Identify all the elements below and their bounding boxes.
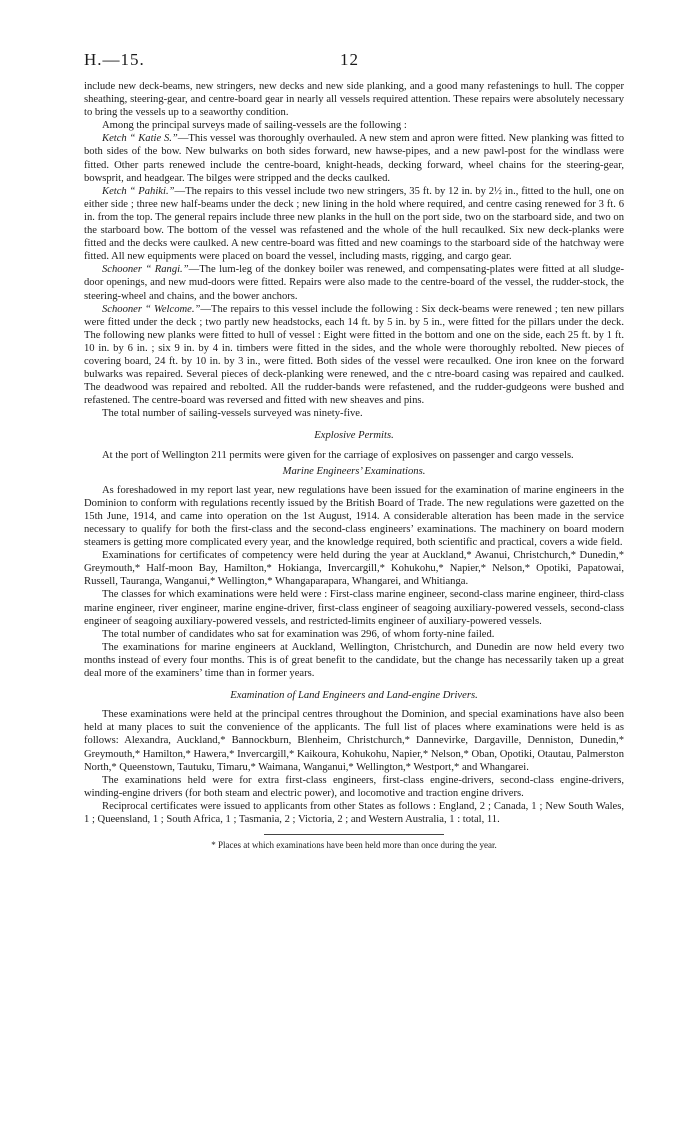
vessel-name: Schooner “ Rangi.” bbox=[102, 264, 189, 276]
paragraph: Reciprocal certificates were issued to applicants from other States as follows : England, 2 ; Canada, 1 ; New South Wales, 1 ; Queensland, 1 ; South Africa, 1 ; Tasmania, 2 ; Victoria, 2 ; and Western Australia, 1 : total, 11. bbox=[84, 800, 624, 825]
vessel-paragraph bbox=[84, 263, 624, 302]
page-number: 12 bbox=[340, 50, 359, 69]
vessel-name: Schooner “ Welcome.” bbox=[102, 303, 201, 315]
footnote-divider bbox=[264, 834, 444, 835]
vessel-name: Ketch “ Katie S.” bbox=[102, 133, 178, 145]
document-reference: H.—15. bbox=[84, 50, 145, 69]
page-header bbox=[84, 50, 624, 80]
vessel-name: Ketch “ Pahiki.” bbox=[102, 185, 175, 197]
paragraph: The total number of candidates who sat for examination was 296, of whom forty-nine failed. bbox=[102, 628, 495, 640]
vessel-text: —This vessel was thoroughly overhauled. A new stem and apron were fitted. New planking was fitted to both sides of the bow. New bulwarks on both sides forward, new hawse-pipes, and a new pawl-post for the windlass were fitted. Other parts renewed include the centre-board, knight-heads, decking forward, wheel chains for the steering-gear, bowsprit, and headgear. The bilges were stripped and the decks caulked. bbox=[84, 133, 624, 184]
document-page bbox=[84, 50, 624, 852]
paragraph: include new deck-beams, new stringers, new decks and new side planking, and a good many refastenings to hull. The copper sheathing, steering-gear, and centre-board gear in nearly all vessels required attention. These repairs were absolutely necessary to bring the vessels up to a seaworthy condition. bbox=[84, 81, 624, 119]
paragraph: The examinations for marine engineers at Auckland, Wellington, Christchurch, and Dunedin are now held every two months instead of every four months. This is of great benefit to the candidate, but the change has necessarily taken up a great deal more of the examiners’ time than in former years. bbox=[84, 641, 624, 680]
section-heading: Explosive Permits. bbox=[314, 430, 394, 442]
paragraph: The classes for which examinations were held were : First-class marine engineer, second-class marine engineer, third-class marine engineer, river engineer, marine engine-driver, first-class engineer of seagoing auxiliary-powered vessels, second-class engineer of seagoing auxiliary-powered vessels, and restricted-limits engineer of auxiliary-powered vessels. bbox=[84, 589, 624, 627]
vessel-paragraph bbox=[84, 185, 624, 264]
vessel-text: —The repairs to this vessel include two new stringers, 35 ft. by 12 in. by 2½ in., fitted to the hull, one on either side ; three new half-beams under the deck ; new lining in the hold where required, and centre casing renewed for 3 ft. 6 in. from the top. The general repairs include three new planks in the hull on the port side, two on the starboard side, and two on the starboard bow. The bottom of the vessel was refastened and the whole of the hull recaulked. Six new deck-planks were fitted and the decks were caulked. A new centre-board was fitted and new coamings to the starboard side of the hatchway were fitted. All new equipments were placed on board the vessel, including masts, rigging, and cargo gear. bbox=[84, 185, 624, 263]
vessel-paragraph bbox=[84, 303, 624, 408]
paragraph: Examinations for certificates of competency were held during the year at Auckland,* Awanui, Christchurch,* Dunedin,* Greymouth,* Half-moon Bay, Hamilton,* Hokianga, Invercargill,* Kohukohu,* Napier,* Nelson,* Opotiki, Papatowai, Russell, Tauranga, Wanganui,* Wellington,* Whangaparapara, Whangarei, and Whitianga. bbox=[84, 550, 624, 588]
footnote: * Places at which examinations have been held more than once during the year. bbox=[211, 840, 497, 851]
paragraph: The examinations held were for extra first-class engineers, first-class engine-drivers, second-class engine-drivers, winding-engine drivers (for both steam and electric power), and locomotive and traction engine drivers. bbox=[84, 774, 624, 799]
section-heading: Marine Engineers’ Examinations. bbox=[282, 465, 426, 477]
paragraph: These examinations were held at the principal centres throughout the Dominion, and special examinations have also been held at many places to suit the convenience of the applicants. The full list of places where examinations were held is as follows: Alexandra, Auckland,* Bannockburn, Blenheim, Christchurch,* Dannevirke, Dargaville, Denniston, Dunedin,* Greymouth,* Hamilton,* Hawera,* Invercargill,* Kaikoura, Kohukohu, Napier,* Nelson,* Oban, Opotiki, Otautau, Palmerston North,* Queenstown, Tautuku, Timaru,* Waimana, Wanganui,* Wellington,* Westport,* and Whangarei. bbox=[84, 709, 624, 773]
document-body bbox=[84, 80, 624, 852]
paragraph: Among the principal surveys made of sailing-vessels are the following : bbox=[102, 120, 407, 132]
vessel-paragraph bbox=[84, 132, 624, 184]
paragraph: The total number of sailing-vessels surveyed was ninety-five. bbox=[102, 408, 363, 420]
vessel-text: —The lum-leg of the donkey boiler was renewed, and compensating-plates were fitted at all sludge-door openings, and new mud-doors were fitted. Repairs were also made to the centre-board of the vessel, the rudder-stock, the steering-wheel and chains, and the bower anchors. bbox=[84, 264, 624, 302]
paragraph: At the port of Wellington 211 permits were given for the carriage of explosives on passenger and cargo vessels. bbox=[102, 449, 574, 461]
paragraph: As foreshadowed in my report last year, new regulations have been issued for the examination of marine engineers in the Dominion to conform with regulations recently issued by the British Board of Trade. The new regulations were gazetted on the 15th June, 1914, and came into operation on the 1st August, 1914. A considerable alteration has been made in the service necessary to qualify for both the first-class and the second-class engineers’ examinations. The machinery on board modern steamers is getting more complicated every year, and the knowledge required, both scientific and practical, covers a wide field. bbox=[84, 484, 624, 549]
vessel-text: —The repairs to this vessel include the following : Six deck-beams were renewed ; ten new pillars were fitted under the deck ; two partly new headstocks, each 14 ft. by 5 in. by 5 in., were fitted for the pillars under the deck. The following new planks were fitted to hull of vessel : Eight were fitted in the bottom and one on the side, each 25 ft. by 1 ft. 10 in. by 6 in. ; six 9 in. by 4 in. timbers were fitted in the sides, and the whole were thoroughly rebolted. New pieces of covering board, 24 ft. by 10 in. by 3 in., were fitted. Both sides of the vessel were recaulked. One iron knee on the forward bulwarks was repaired. Several pieces of deck-planking were renewed, and the c ntre-board casing was repaired and caulked. The deadwood was repaired and rebolted. All the rudder-bands were refastened, and the rudder-gudgeons were bushed and refastened. The centre-board was reversed and fitted with new sheaves and pins. bbox=[84, 303, 625, 407]
section-heading: Examination of Land Engineers and Land-engine Drivers. bbox=[230, 690, 478, 702]
